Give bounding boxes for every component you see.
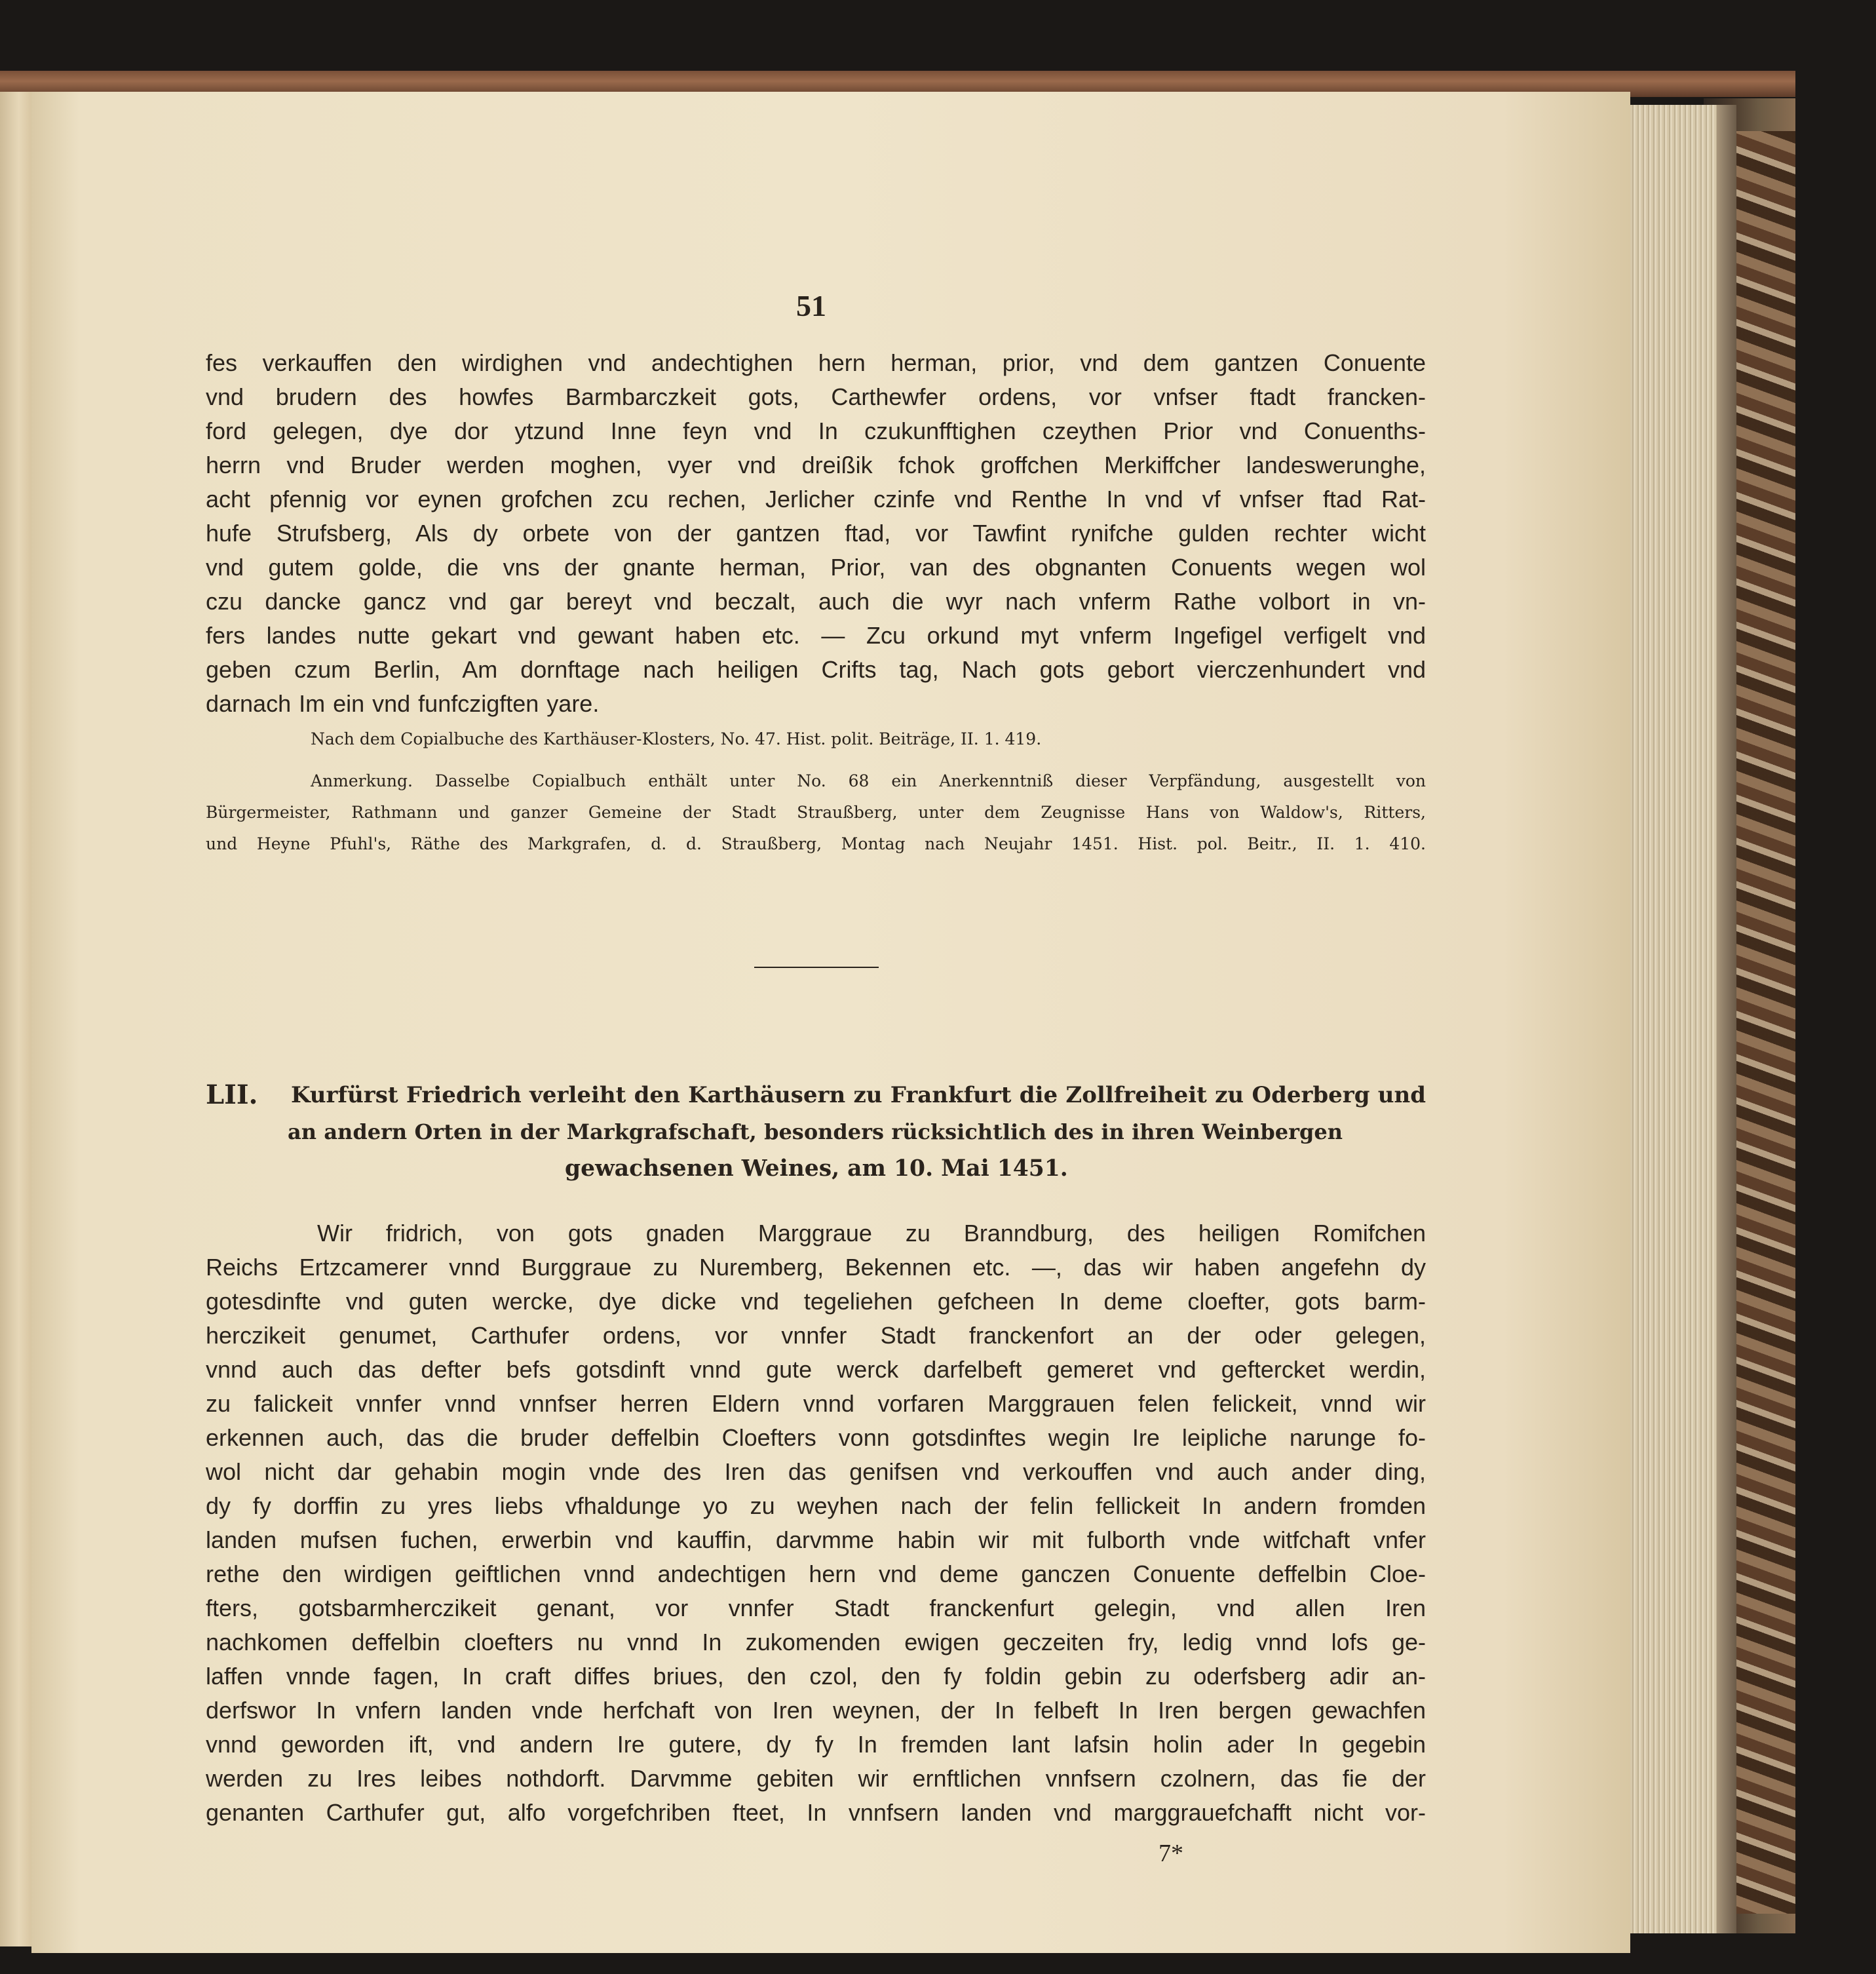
- main-line: laffen vnnde fagen, In craft diffes briues, den czol, den fy foldin gebin zu oderfsberg adir an-: [206, 1663, 1426, 1690]
- main-line: herczikeit genumet, Carthufer ordens, vor vnnfer Stadt franckenfort an der oder gelegen,: [206, 1322, 1426, 1349]
- top-line: fers landes nutte gekart vnd gewant haben etc. — Zcu orkund myt vnferm Ingefigel verfigelt vnd: [206, 622, 1426, 649]
- top-line: geben czum Berlin, Am dornftage nach heiligen Crifts tag, Nach gots gebort vierczenhundert vnd: [206, 656, 1426, 683]
- main-line: dy fy dorffin zu yres liebs vfhaldunge yo zu weyhen nach der felin fellickeit In andern fromden: [206, 1492, 1426, 1519]
- top-line: hufe Strufsberg, Als dy orbete von der gantzen ftad, vor Tawfint rynifche gulden rechter wicht: [206, 520, 1426, 547]
- main-line: erkennen auch, das die bruder deffelbin Cloefters vonn gotsdinftes wegin Ire leipliche narunge fo-: [206, 1424, 1426, 1451]
- source-note: Nach dem Copialbuche des Karthäuser-Klosters, No. 47. Hist. polit. Beiträge, II. 1. 419.: [311, 729, 1042, 748]
- main-line: werden zu Ires leibes nothdorft. Darvmme gebiten wir ernftlichen vnnfsern czolnern, das fie der: [206, 1765, 1426, 1792]
- annotation-line: Anmerkung. Dasselbe Copialbuch enthält unter No. 68 ein Anerkenntniß dieser Verpfändung, ausgestellt von: [311, 771, 1426, 790]
- main-line: landen mufsen fuchen, erwerbin vnd kauffin, darvmme habin wir mit fulborth vnde witfchaft vnfer: [206, 1526, 1426, 1553]
- marbled-edge: [1736, 131, 1795, 1914]
- top-line: ford gelegen, dye dor ytzund Inne feyn vnd In czukunfftighen czeythen Prior vnd Conuenths-: [206, 417, 1426, 444]
- section-divider: [754, 967, 879, 968]
- book-page: [31, 92, 1630, 1953]
- main-line: Wir fridrich, von gots gnaden Marggraue zu Branndburg, des heiligen Romifchen: [317, 1220, 1426, 1247]
- main-line: vnnd geworden ift, vnd andern Ire gutere, dy fy In fremden lant lafsin holin ader In gegebin: [206, 1731, 1426, 1758]
- page-block-edges: [1630, 105, 1736, 1933]
- top-line: darnach Im ein vnd funfczigften yare.: [206, 690, 600, 717]
- main-line: wol nicht dar gehabin mogin vnde des Iren das genifsen vnd verkouffen vnd auch ander ding,: [206, 1458, 1426, 1485]
- main-line: genanten Carthufer gut, alfo vorgefchriben fteet, In vnnfsern landen vnd marggrauefchafft nicht vor-: [206, 1799, 1426, 1826]
- signature-mark: 7*: [1158, 1840, 1183, 1867]
- document-number: LII.: [206, 1079, 258, 1110]
- top-line: vnd brudern des howfes Barmbarczkeit gots, Carthewfer ordens, vor vnfser ftadt francken-: [206, 383, 1426, 410]
- main-line: derfswor In vnfern landen vnde herfchaft von Iren weynen, der In felbeft In Iren bergen gewachfen: [206, 1697, 1426, 1724]
- annotation-line: Bürgermeister, Rathmann und ganzer Gemeine der Stadt Straußberg, unter dem Zeugnisse Hans von Waldow's, Ritters,: [206, 803, 1426, 822]
- top-line: fes verkauffen den wirdighen vnd andechtighen hern herman, prior, vnd dem gantzen Conuente: [206, 349, 1426, 376]
- main-line: vnnd auch das defter befs gotsdinft vnnd gute werck darfelbeft gemeret vnd geftercket werdin,: [206, 1356, 1426, 1383]
- document-heading-line: an andern Orten in der Markgrafschaft, besonders rücksichtlich des in ihren Weinbergen: [288, 1119, 1343, 1144]
- page-number: 51: [796, 289, 826, 322]
- facing-page-edge: [0, 92, 31, 1946]
- top-line: acht pfennig vor eynen grofchen zcu rechen, Jerlicher czinfe vnd Renthe In vnd vf vnfser ftad Rat-: [206, 486, 1426, 513]
- annotation-line: und Heyne Pfuhl's, Räthe des Markgrafen, d. d. Straußberg, Montag nach Neujahr 1451. Hist. pol. Beitr., II. 1. 410.: [206, 834, 1426, 853]
- main-line: nachkomen deffelbin cloefters nu vnnd In zukomenden ewigen geczeiten fry, ledig vnnd lofs ge-: [206, 1629, 1426, 1655]
- top-line: herrn vnd Bruder werden moghen, vyer vnd dreißik fchok groffchen Merkiffcher landeswerunghe,: [206, 452, 1426, 478]
- top-line: czu dancke gancz vnd gar bereyt vnd beczalt, auch die wyr nach vnferm Rathe volbort in vn-: [206, 588, 1426, 615]
- main-line: gotesdinfte vnd guten wercke, dye dicke vnd tegeliehen gefcheen In deme cloefter, gots barm-: [206, 1288, 1426, 1315]
- document-heading-line: Kurfürst Friedrich verleiht den Karthäusern zu Frankfurt die Zollfreiheit zu Oderberg und: [291, 1082, 1426, 1108]
- top-line: vnd gutem golde, die vns der gnante herman, Prior, van des obgnanten Conuents wegen wol: [206, 554, 1426, 581]
- main-line: fters, gotsbarmherczikeit genant, vor vnnfer Stadt franckenfurt gelegin, vnd allen Iren: [206, 1595, 1426, 1621]
- main-line: Reichs Ertzcamerer vnnd Burggraue zu Nuremberg, Bekennen etc. —, das wir haben angefehn dy: [206, 1254, 1426, 1281]
- document-heading-line: gewachsenen Weines, am 10. Mai 1451.: [565, 1155, 1068, 1182]
- main-line: rethe den wirdigen geiftlichen vnnd andechtigen hern vnd deme ganczen Conuente deffelbin Cloe-: [206, 1560, 1426, 1587]
- main-line: zu falickeit vnnfer vnnd vnnfser herren Eldern vnnd vorfaren Marggrauen felen felickeit, vnnd wir: [206, 1390, 1426, 1417]
